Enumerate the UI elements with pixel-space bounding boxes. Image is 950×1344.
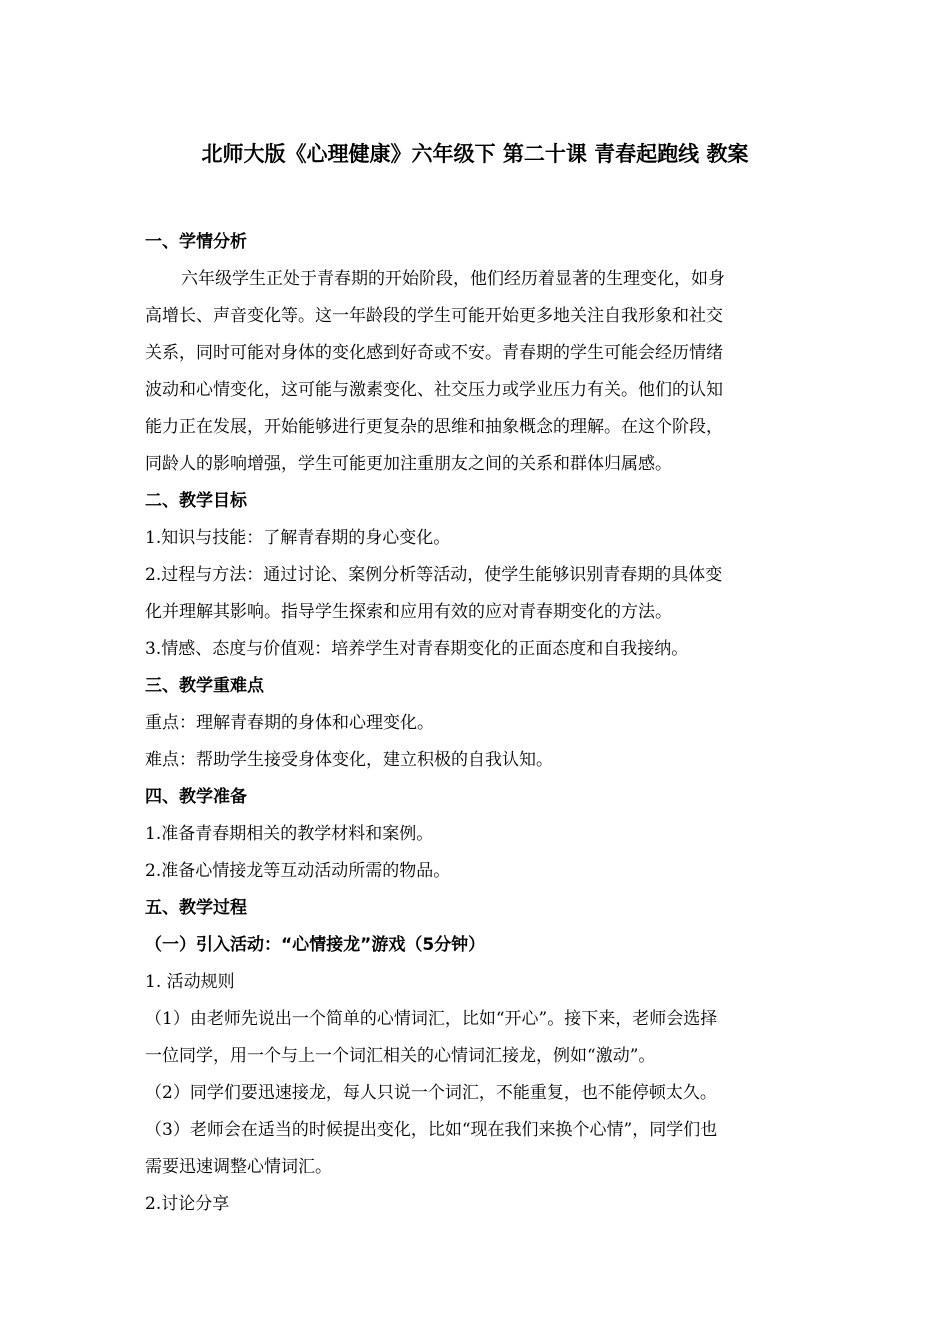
paragraph-line: 需要迅速调整心情词汇。 (145, 1157, 332, 1177)
paragraph-line: （1）由老师先说出一个简单的心情词汇，比如“开心”。接下来，老师会选择 (145, 1009, 718, 1029)
paragraph-line: 1.准备青春期相关的教学材料和案例。 (145, 824, 434, 844)
paragraph-line: 一位同学，用一个与上一个词汇相关的心情词汇接龙，例如“激动”。 (145, 1046, 656, 1066)
paragraph-line: 难点：帮助学生接受身体变化，建立积极的自我认知。 (145, 750, 553, 770)
paragraph-line: （2）同学们要迅速接龙，每人只说一个词汇，不能重复，也不能停顿太久。 (145, 1083, 717, 1103)
paragraph-line: 能力正在发展，开始能够进行更复杂的思维和抽象概念的理解。在这个阶段， (145, 417, 723, 437)
paragraph-line: 1. 活动规则 (145, 972, 235, 992)
activity-subheading: （一）引入活动：“心情接龙”游戏（5分钟） (145, 935, 486, 955)
paragraph-line: 重点：理解青春期的身体和心理变化。 (145, 713, 434, 733)
document-body (145, 224, 809, 1223)
paragraph-line: 高增长、声音变化等。这一年龄段的学生可能开始更多地关注自我形象和社交 (145, 306, 723, 326)
paragraph-line: 3.情感、态度与价值观：培养学生对青春期变化的正面态度和自我接纳。 (145, 639, 689, 659)
document-title: 北师大版《心理健康》六年级下 第二十课 青春起跑线 教案 (201, 142, 749, 166)
paragraph-line: 2.讨论分享 (145, 1194, 230, 1214)
section-heading-objectives: 二、教学目标 (145, 491, 247, 511)
paragraph-line: 六年级学生正处于青春期的开始阶段，他们经历着显著的生理变化，如身 (181, 269, 725, 289)
paragraph-line: 同龄人的影响增强，学生可能更加注重朋友之间的关系和群体归属感。 (145, 454, 672, 474)
paragraph-line: 2.过程与方法：通过讨论、案例分析等活动，使学生能够识别青春期的具体变 (145, 565, 723, 585)
paragraph-line: 化并理解其影响。指导学生探索和应用有效的应对青春期变化的方法。 (145, 602, 672, 622)
paragraph-line: 1.知识与技能：了解青春期的身心变化。 (145, 528, 451, 548)
section-heading-analysis: 一、学情分析 (145, 232, 247, 252)
section-heading-key-points: 三、教学重难点 (145, 676, 264, 696)
paragraph-line: 波动和心情变化，这可能与激素变化、社交压力或学业压力有关。他们的认知 (145, 380, 723, 400)
paragraph-line: （3）老师会在适当的时候提出变化，比如“现在我们来换个心情”，同学们也 (145, 1120, 718, 1140)
paragraph-line: 关系，同时可能对身体的变化感到好奇或不安。青春期的学生可能会经历情绪 (145, 343, 723, 363)
section-heading-preparation: 四、教学准备 (145, 787, 247, 807)
section-heading-process: 五、教学过程 (145, 898, 247, 918)
paragraph-line: 2.准备心情接龙等互动活动所需的物品。 (145, 861, 451, 881)
